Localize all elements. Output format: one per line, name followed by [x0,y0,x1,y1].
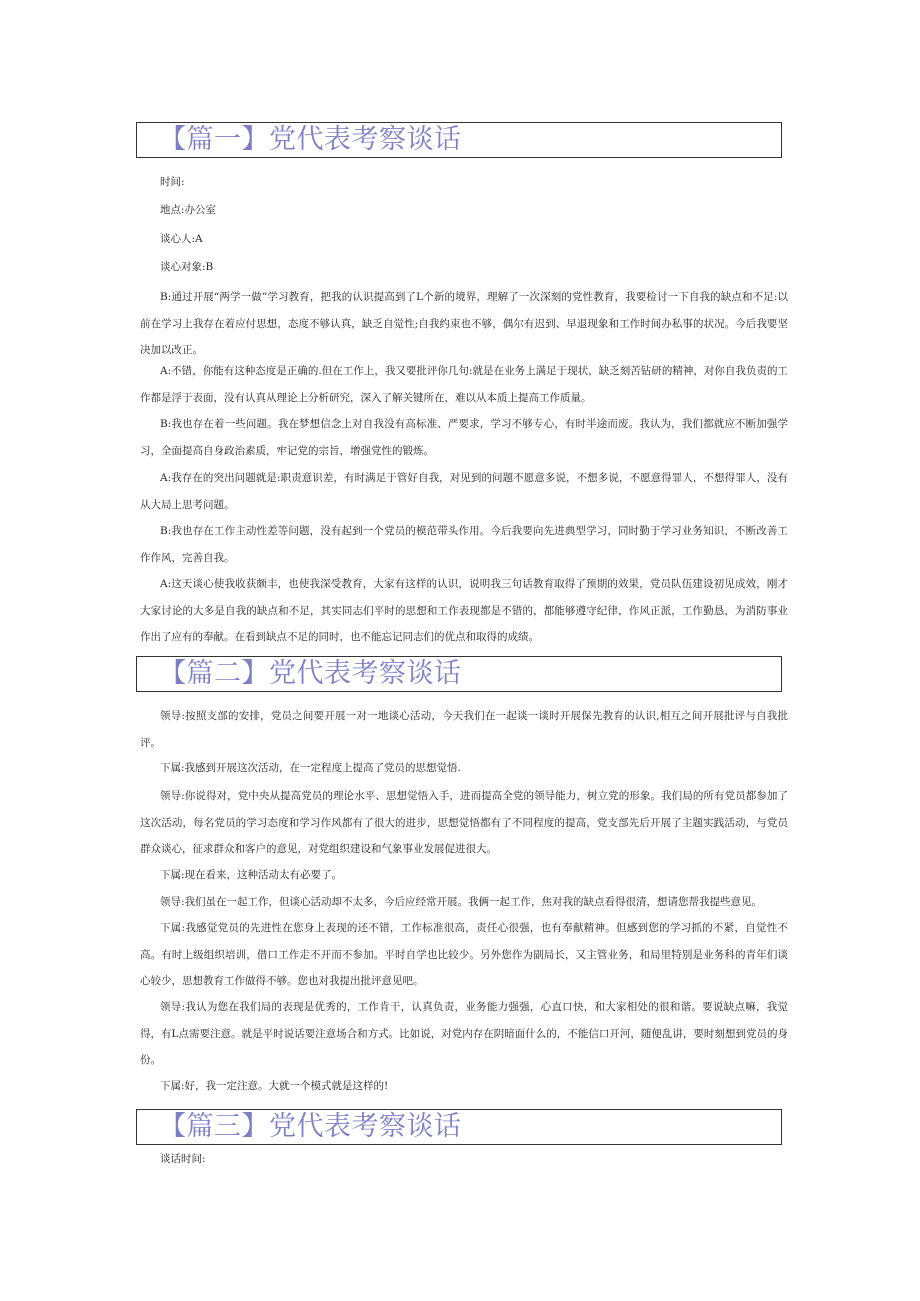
field-talker [160,232,203,246]
speaker: A [160,365,168,377]
paragraph-text: 我认为您在我们局的表现是优秀的，工作肯干，认真负责，业务能力强强，心直口快，和大家相处的很和谐。要说缺点嘛，我觉得，有L点需要注意。就是平时说话要注意场合和方式。比如说，对党内存在阴暗面什么的，不能信口开河，随便乱讲，要时刻想到党员的身份。 [140,1001,789,1066]
dialogue-paragraph: B:通过开展“两学一做”学习教育，把我的认识提高到了L个新的境界，理解了一次深刻的党性教育，我要检讨一下自我的缺点和不足:以前在学习上我存在着应付思想，态度不够认真，缺乏自觉性;自我约束也不够，偶尔有迟到、早退现象和工作时间办私事的状况。今后我要坚决加以改正。 [140,291,788,356]
speaker: B [160,291,168,303]
dialogue-paragraph: 下属:现在看来，这种活动太有必要了。 [160,869,343,881]
paragraph-text: 我存在的突出问题就是:职责意识差，有时满足于管好自我，对见到的问题不愿意多说，不想多说，不愿意得罪人，不想得罪人，没有从大局上思考问题。 [140,472,788,511]
paragraph-text: 通过开展“两学一做”学习教育，把我的认识提高到了L个新的境界，理解了一次深刻的党性教育，我要检讨一下自我的缺点和不足:以前在学习上我存在着应付思想，态度不够认真，缺乏自觉性;自我约束也不够，偶尔有迟到、早退现象和工作时间办私事的状况。今后我要坚决加以改正。 [140,291,788,356]
paragraph-text: 我也存在着一些问题。我在梦想信念上对自我没有高标准、严要求，学习不够专心，有时半途而废。我认为，我们都就应不断加强学习，全面提高自身政治素质，牢记党的宗旨，增强党性的锻炼。 [140,418,788,457]
speaker: A [160,578,168,590]
dialogue-paragraph: 下属:我感到开展这次活动，在一定程度上提高了党员的思想觉悟. [160,762,461,774]
dialogue-paragraph: 领导:我们虽在一起工作，但谈心活动却不太多，今后应经常开展。我俩一起工作，焦对我的缺点看得很清，想请您帮我提些意见。 [160,896,763,908]
dialogue-paragraph: A:我存在的突出问题就是:职责意识差，有时满足于管好自我，对见到的问题不愿意多说，不想多说，不愿意得罪人，不想得罪人，没有从大局上思考问题。 [140,472,788,511]
dialogue-paragraph: B:我也存在着一些问题。我在梦想信念上对自我没有高标准、严要求，学习不够专心，有时半途而废。我认为，我们都就应不断加强学习，全面提高自身政治素质，牢记党的宗旨，增强党性的锻炼。 [140,418,788,457]
paragraph-text: 好，我一定注意。大就一个模式就是这样的! [184,1080,389,1092]
dialogue-paragraph: B:我也存在工作主动性差等问题，没有起到一个党员的模范带头作用。今后我要向先进典型学习，同时勤于学习业务知识，不断改善工作作风，完善自我。 [140,525,788,564]
dialogue-paragraph: 领导:你说得对，党中央从提高党员的理论水平、思想觉悟入手，进而提高全党的领导能力，树立党的形象。我们局的所有党员都参加了这次活动，每名党员的学习态度和学习作风都有了很大的进步，思想觉悟都有了不同程度的提高，党支部先后开展了主题实践活动，与党员群众谈心，征求群众和客户的意见，对党组织建设和气象事业发展促进很大。 [140,790,789,855]
paragraph-text: 这天谈心使我收获颇丰，也使我深受教育，大家有这样的认识，说明我三句话教育取得了预期的效果，党员队伍建设初见成效，刚才大家讨论的大多是自我的缺点和不足，其实同志们平时的思想和工作表现都是不错的，都能够遵守纪律，作风正派，工作勤恳，为消防事业作出了应有的奉献。在看到缺点不足的同时，也不能忘记同志们的优点和取得的成绩。 [140,578,788,643]
paragraph-text: 我感觉党员的先进性在您身上表现的还不错，工作标准很高，责任心很强，也有奉献精神。但感到您的学习抓的不紧，自觉性不高。有时上级组织培训，借口工作走不开而不参加。平时自学也比较少。另外您作为副局长，又主管业务，和局里特别是业务科的青年们谈心较少，思想教育工作做得不够。您也对我提出批评意见吧。 [140,922,789,987]
field-time [160,175,185,189]
section-header-3 [136,1109,782,1145]
field-location [160,203,216,217]
paragraph-text: 按照支部的安排，党员之间要开展一对一地谈心活动，今天我们在一起谈一谈时开展保先教育的认识,相互之间开展批评与自我批评。 [140,710,789,749]
section-title: 【篇三】党代表考察谈话 [159,1111,462,1142]
field-label: 谈话时间: [160,1153,206,1165]
speaker: A [160,472,168,484]
dialogue-paragraph: 领导:我认为您在我们局的表现是优秀的，工作肯干，认真负责，业务能力强强，心直口快，和大家相处的很和谐。要说缺点嘛，我觉得，有L点需要注意。就是平时说话要注意场合和方式。比如说，对党内存在阴暗面什么的，不能信口开河，随便乱讲，要时刻想到党员的身份。 [140,1001,789,1066]
dialogue-paragraph: 下属:好，我一定注意。大就一个模式就是这样的! [160,1080,389,1092]
dialogue-paragraph: A:这天谈心使我收获颇丰，也使我深受教育，大家有这样的认识，说明我三句话教育取得了预期的效果，党员队伍建设初见成效，刚才大家讨论的大多是自我的缺点和不足，其实同志们平时的思想和工作表现都是不错的，都能够遵守纪律，作风正派，工作勤恳，为消防事业作出了应有的奉献。在看到缺点不足的同时，也不能忘记同志们的优点和取得的成绩。 [140,578,788,643]
field-value: A [195,233,203,245]
dialogue-paragraph: 下属:我感觉党员的先进性在您身上表现的还不错，工作标准很高，责任心很强，也有奉献精神。但感到您的学习抓的不紧，自觉性不高。有时上级组织培训，借口工作走不开而不参加。平时自学也比较少。另外您作为副局长，又主管业务，和局里特别是业务科的青年们谈心较少，思想教育工作做得不够。您也对我提出批评意见吧。 [140,922,789,987]
section-title: 【篇二】党代表考察谈话 [159,658,462,689]
speaker: 领导 [160,1001,182,1013]
speaker: B [160,418,168,430]
section-header-1 [136,122,782,158]
speaker: 下属 [160,869,181,881]
speaker: 下属 [160,922,182,934]
field-label: 谈心对象: [160,261,206,273]
field-value: 办公室 [184,204,217,216]
paragraph-text: 我感到开展这次活动，在一定程度上提高了党员的思想觉悟. [184,762,461,774]
section-header-2 [136,656,782,692]
section-title: 【篇一】党代表考察谈话 [159,124,462,155]
speaker: 领导 [160,710,182,722]
paragraph-text: 现在看来，这种活动太有必要了。 [184,869,343,881]
field-value: B [205,261,214,273]
field-target [160,260,213,274]
speaker: B [160,525,168,537]
speaker: 下属 [160,762,181,774]
speaker: 领导 [160,790,182,802]
paragraph-text: 我也存在工作主动性差等问题，没有起到一个党员的模范带头作用。今后我要向先进典型学习，同时勤于学习业务知识，不断改善工作作风，完善自我。 [140,525,788,564]
paragraph-text: 我们虽在一起工作，但谈心活动却不太多，今后应经常开展。我俩一起工作，焦对我的缺点看得很清，想请您帮我提些意见。 [184,896,763,908]
dialogue-paragraph: A:不错，你能有这种态度是正确的.但在工作上，我又要批评你几句:就是在业务上满足于现状，缺乏刻苦钻研的精神，对你自我负责的工作都是浮于表面，没有认真从理论上分析研究，深入了解关键所在，难以从本质上提高工作质量。 [140,365,788,404]
field-label: 地点: [160,204,185,216]
paragraph-text: 不错，你能有这种态度是正确的.但在工作上，我又要批评你几句:就是在业务上满足于现状，缺乏刻苦钻研的精神，对你自我负责的工作都是浮于表面，没有认真从理论上分析研究，深入了解关键所在，难以从本质上提高工作质量。 [140,365,788,404]
speaker: 下属 [160,1080,181,1092]
paragraph-text: 你说得对，党中央从提高党员的理论水平、思想觉悟入手，进而提高全党的领导能力，树立党的形象。我们局的所有党员都参加了这次活动，每名党员的学习态度和学习作风都有了很大的进步，思想觉悟都有了不同程度的提高，党支部先后开展了主题实践活动，与党员群众谈心，征求群众和客户的意见，对党组织建设和气象事业发展促进很大。 [140,790,789,855]
field-talk-time [160,1152,206,1166]
dialogue-paragraph: 领导:按照支部的安排，党员之间要开展一对一地谈心活动，今天我们在一起谈一谈时开展保先教育的认识,相互之间开展批评与自我批评。 [140,710,789,749]
field-label: 时间: [160,176,185,188]
speaker: 领导 [160,896,181,908]
field-label: 谈心人: [160,233,196,245]
